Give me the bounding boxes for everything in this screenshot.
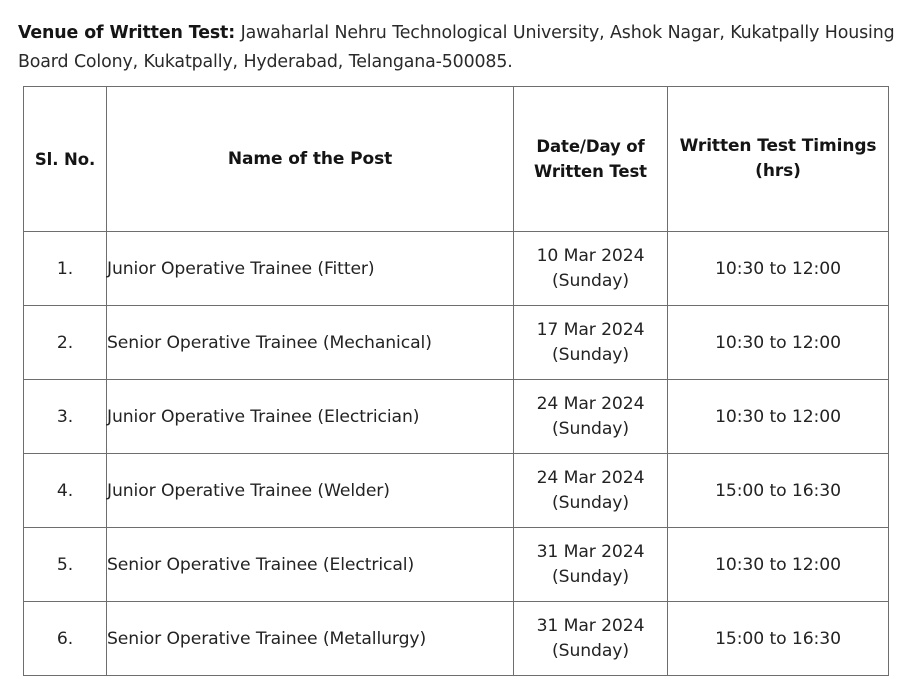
cell-date-day [514, 232, 668, 306]
cell-sl-no: 4. [24, 454, 107, 528]
cell-timings: 10:30 to 12:00 [668, 306, 889, 380]
table-body [24, 232, 889, 676]
column-header-timings-line1: Written Test Timings [679, 136, 877, 156]
cell-date-day [514, 528, 668, 602]
cell-post-name: Senior Operative Trainee (Metallurgy) [107, 602, 514, 676]
cell-post-name: Senior Operative Trainee (Mechanical) [107, 306, 514, 380]
column-header-date-day-line1: Date/Day of [536, 137, 645, 156]
cell-post-name: Senior Operative Trainee (Electrical) [107, 528, 514, 602]
table-row [24, 602, 889, 676]
cell-sl-no: 2. [24, 306, 107, 380]
cell-sl-no: 1. [24, 232, 107, 306]
cell-date: 24 Mar 2024 [536, 393, 645, 414]
column-header-timings [668, 87, 889, 232]
cell-sl-no: 6. [24, 602, 107, 676]
column-header-post-name: Name of the Post [107, 87, 514, 232]
column-header-date-day-line2: Written Test [534, 162, 647, 181]
cell-post-name: Junior Operative Trainee (Welder) [107, 454, 514, 528]
cell-date: 24 Mar 2024 [536, 467, 645, 488]
table-row [24, 454, 889, 528]
cell-post-name: Junior Operative Trainee (Electrician) [107, 380, 514, 454]
cell-timings: 15:00 to 16:30 [668, 454, 889, 528]
cell-date: 10 Mar 2024 [536, 245, 645, 266]
cell-day: (Sunday) [552, 418, 629, 439]
cell-sl-no: 3. [24, 380, 107, 454]
cell-day: (Sunday) [552, 270, 629, 291]
written-test-schedule-table [23, 86, 889, 676]
column-header-timings-line2: (hrs) [755, 161, 801, 181]
table-header-row [24, 87, 889, 232]
venue-address: Jawaharlal Nehru Technological University, Ashok Nagar, Kukatpally Housing Board Colony, Kukatpally, Hyderabad, Telangana-500085. [18, 23, 895, 73]
cell-day: (Sunday) [552, 640, 629, 661]
cell-date-day [514, 454, 668, 528]
cell-date-day [514, 602, 668, 676]
cell-date-day [514, 306, 668, 380]
column-header-sl-no: Sl. No. [24, 87, 107, 232]
table-row [24, 232, 889, 306]
venue-label: Venue of Written Test: [18, 23, 236, 44]
cell-date: 17 Mar 2024 [536, 319, 645, 340]
table-row [24, 306, 889, 380]
cell-date: 31 Mar 2024 [536, 541, 645, 562]
cell-timings: 10:30 to 12:00 [668, 528, 889, 602]
cell-sl-no: 5. [24, 528, 107, 602]
column-header-date-day [514, 87, 668, 232]
venue-paragraph [18, 19, 898, 77]
table-row [24, 380, 889, 454]
cell-post-name: Junior Operative Trainee (Fitter) [107, 232, 514, 306]
cell-timings: 10:30 to 12:00 [668, 380, 889, 454]
cell-day: (Sunday) [552, 492, 629, 513]
cell-timings: 10:30 to 12:00 [668, 232, 889, 306]
table-row [24, 528, 889, 602]
cell-day: (Sunday) [552, 344, 629, 365]
cell-date: 31 Mar 2024 [536, 615, 645, 636]
cell-timings: 15:00 to 16:30 [668, 602, 889, 676]
cell-day: (Sunday) [552, 566, 629, 587]
cell-date-day [514, 380, 668, 454]
